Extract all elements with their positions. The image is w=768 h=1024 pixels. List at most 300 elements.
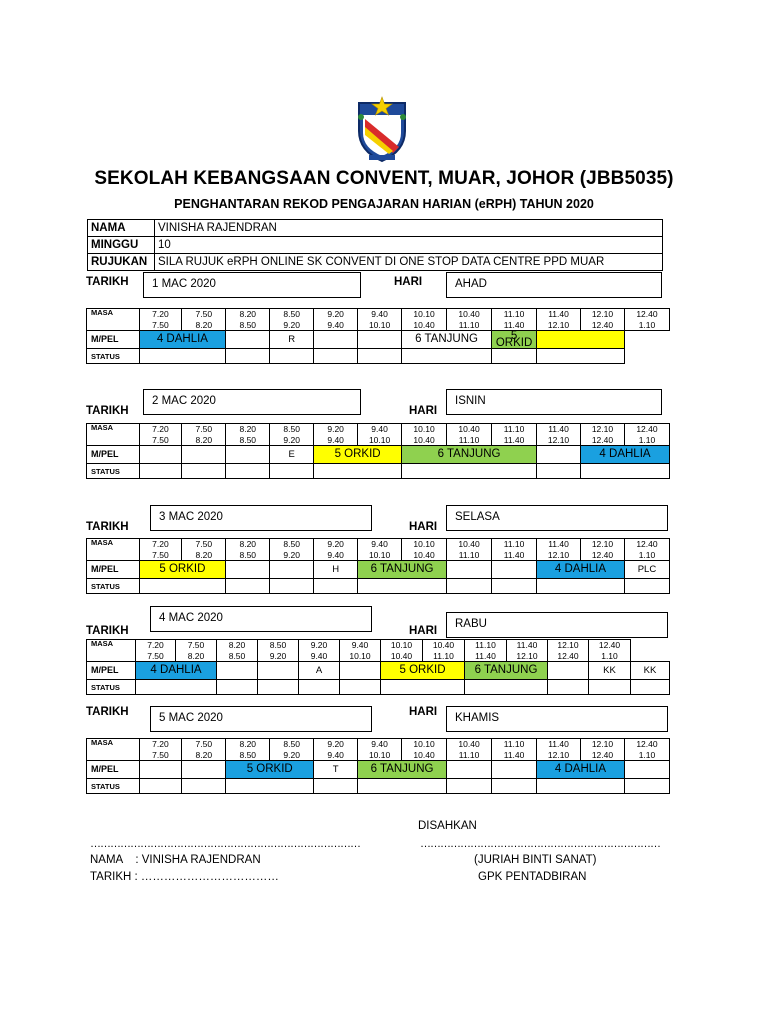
time-start: 12.10 [591,738,614,749]
status-slot [465,680,548,695]
status-slot [270,349,314,364]
time-start: 7.50 [195,308,213,319]
time-end: 11.10 [458,434,480,445]
time-slot [314,739,358,761]
status-slot [139,779,182,794]
day-name-box: ISNIN [446,389,662,415]
time-end: 12.40 [557,650,579,661]
teacher-name-line: NAMA : VINISHA RAJENDRAN [90,854,261,866]
hari-label: HARI [394,276,423,288]
time-start: 10.10 [413,308,435,319]
time-slot [381,640,423,662]
time-start: 11.40 [548,308,569,319]
time-end: 7.50 [152,319,169,330]
time-end: 7.50 [152,434,169,445]
status-slot [548,680,589,695]
time-start: 11.40 [548,423,569,434]
day-name-box: AHAD [446,272,662,298]
time-start: 8.20 [239,423,257,434]
day-name-box: RABU [446,612,668,638]
time-slot [182,424,226,446]
time-slot [314,309,358,331]
teacher-date-line: TARIKH : ……………………………… [90,871,279,883]
time-end: 9.40 [327,319,344,330]
class-slot [447,761,492,779]
time-slot [402,309,447,331]
class-slot [492,561,537,579]
class-slot: 4 DAHLIA [537,561,625,579]
mpel-label: M/PEL [87,662,136,680]
status-slot [492,579,537,594]
time-start: 7.50 [195,738,213,749]
schedule-table [86,308,670,364]
class-slot [258,662,299,680]
status-slot [270,464,314,479]
time-end: 11.10 [458,549,480,560]
time-start: 11.10 [503,538,525,549]
time-end: 8.50 [239,749,257,760]
time-slot [402,424,447,446]
masa-row [87,424,670,446]
status-slot [580,464,669,479]
class-slot: 5 ORKID [381,662,465,680]
time-slot [492,424,537,446]
time-start: 11.40 [548,538,569,549]
class-slot [358,331,402,349]
time-slot [580,539,624,561]
mpel-row [87,561,670,579]
time-slot [270,539,314,561]
time-end: 7.50 [152,549,169,560]
approver-name: (JURIAH BINTI SANAT) [474,854,597,866]
class-slot [340,662,381,680]
time-start: 8.20 [228,639,246,650]
time-slot [314,539,358,561]
hari-label: HARI [409,706,438,718]
time-slot [537,309,581,331]
time-start: 7.50 [195,538,213,549]
class-slot: KK [631,662,670,680]
time-slot [358,309,402,331]
class-slot [182,761,226,779]
time-start: 11.40 [548,738,569,749]
time-slot [492,739,537,761]
teacher-signature-line: ……………………………………………………………………… [90,838,360,850]
status-slot [447,579,492,594]
masa-label: MASA [87,739,140,761]
class-slot: 4 DAHLIA [136,662,217,680]
class-slot [624,761,669,779]
time-slot [270,739,314,761]
time-start: 10.10 [413,538,435,549]
status-row [87,680,670,695]
masa-row [87,309,670,331]
time-end: 10.40 [413,549,435,560]
date-box: 1 MAC 2020 [143,272,361,298]
time-end: 1.10 [601,650,618,661]
time-slot [447,424,492,446]
time-end: 11.40 [503,434,525,445]
time-start: 11.40 [516,639,538,650]
time-slot [226,539,270,561]
time-start: 12.40 [636,538,658,549]
time-start: 9.40 [371,738,388,749]
time-slot [176,640,217,662]
class-slot: 6 TANJUNG [402,331,492,349]
schedule-table [86,738,670,794]
time-end: 9.20 [283,319,300,330]
status-slot [537,579,625,594]
time-start: 10.40 [458,308,480,319]
class-slot: R [270,331,314,349]
class-slot [270,561,314,579]
time-end: 1.10 [638,434,656,445]
time-start: 8.20 [239,538,257,549]
status-slot [226,779,314,794]
mpel-row [87,446,670,464]
time-end: 9.40 [327,549,344,560]
schedule-table [86,538,670,594]
time-end: 8.50 [228,650,246,661]
time-slot [139,539,182,561]
time-end: 8.20 [195,434,213,445]
time-start: 9.20 [327,423,344,434]
status-slot [314,579,358,594]
class-slot: PLC [624,561,669,579]
time-end: 11.40 [503,749,525,760]
disahkan-label: DISAHKAN [418,820,477,832]
class-slot [226,331,270,349]
class-slot: 6 TANJUNG [402,446,537,464]
class-slot: 5 ORKID [226,761,314,779]
masa-label: MASA [87,539,140,561]
time-slot [447,739,492,761]
time-end: 11.40 [475,650,496,661]
time-end: 10.40 [413,319,435,330]
time-slot [314,424,358,446]
status-slot [340,680,381,695]
status-label: STATUS [87,579,140,594]
tarikh-label: TARIKH [86,625,129,637]
status-slot [358,579,447,594]
time-start: 8.50 [283,738,300,749]
time-end: 12.10 [547,319,570,330]
info-value: SILA RUJUK eRPH ONLINE SK CONVENT DI ONE STOP DATA CENTRE PPD MUAR [155,254,663,271]
time-end: 7.50 [147,650,164,661]
class-slot: 4 DAHLIA [139,331,226,349]
status-slot [624,779,669,794]
time-slot [537,424,581,446]
mpel-label: M/PEL [87,446,140,464]
time-end: 1.10 [638,749,656,760]
time-start: 8.50 [283,308,300,319]
class-slot [548,662,589,680]
time-end: 9.20 [283,749,300,760]
info-label: RUJUKAN [88,254,155,271]
status-slot [299,680,340,695]
status-slot [314,779,358,794]
class-slot: T [314,761,358,779]
time-slot [447,539,492,561]
class-slot [314,331,358,349]
time-start: 10.10 [413,738,435,749]
class-slot: H [314,561,358,579]
approver-signature-line: ……………………………………………………………… [420,838,660,850]
masa-label: MASA [87,309,140,331]
day-name-box: KHAMIS [446,706,668,732]
time-start: 12.40 [598,639,621,650]
mpel-row [87,331,670,349]
time-end: 8.50 [239,319,257,330]
time-slot [217,640,258,662]
status-slot [314,464,402,479]
time-slot [447,309,492,331]
time-end: 10.40 [413,749,435,760]
time-slot [299,640,340,662]
approver-title: GPK PENTADBIRAN [478,871,587,883]
masa-row [87,739,670,761]
time-start: 9.20 [310,639,328,650]
status-slot [624,579,669,594]
tarikh-label: TARIKH [86,276,129,288]
time-start: 7.50 [195,423,213,434]
class-slot: A [299,662,340,680]
status-slot [537,464,581,479]
time-end: 1.10 [638,319,656,330]
time-end: 8.50 [239,434,257,445]
tarikh-label: TARIKH [86,706,129,718]
time-start: 7.20 [152,308,169,319]
class-slot [217,662,258,680]
status-slot [358,349,402,364]
time-start: 12.10 [591,423,614,434]
status-slot [381,680,465,695]
class-slot: 6 TANJUNG [465,662,548,680]
hari-label: HARI [409,521,438,533]
time-end: 12.10 [516,650,538,661]
time-slot [270,424,314,446]
time-end: 8.20 [195,549,213,560]
time-start: 10.40 [458,423,480,434]
status-slot [182,779,226,794]
status-slot [270,579,314,594]
time-start: 12.10 [591,538,614,549]
class-slot: 5 ORKID [492,331,537,349]
status-slot [139,464,182,479]
time-end: 8.20 [195,319,213,330]
status-label: STATUS [87,464,140,479]
time-end: 8.20 [195,749,213,760]
time-end: 11.10 [458,749,480,760]
time-start: 11.10 [503,423,525,434]
time-end: 10.40 [413,434,435,445]
time-slot [624,309,669,331]
status-slot [402,349,492,364]
status-slot [447,779,492,794]
time-slot [537,539,581,561]
time-slot [589,640,631,662]
time-end: 1.10 [638,549,656,560]
status-row [87,464,670,479]
status-label: STATUS [87,779,140,794]
schedule-table [86,423,670,479]
date-box: 2 MAC 2020 [143,389,361,415]
info-row-nama [88,220,663,237]
time-slot [624,739,669,761]
masa-row [87,539,670,561]
mpel-row [87,761,670,779]
time-end: 12.40 [591,549,614,560]
time-end: 12.10 [547,434,570,445]
hari-label: HARI [409,405,438,417]
form-subtitle: PENGHANTARAN REKOD PENGAJARAN HARIAN (eRPH) TAHUN 2020 [174,197,594,211]
class-slot: 6 TANJUNG [358,561,447,579]
time-end: 12.10 [547,749,570,760]
time-slot [507,640,548,662]
class-slot [537,446,581,464]
time-start: 11.10 [475,639,496,650]
time-start: 10.40 [432,639,455,650]
info-label: NAMA [88,220,155,237]
time-end: 11.40 [503,319,525,330]
time-slot [226,424,270,446]
info-row-rujukan [88,254,663,271]
class-slot: 4 DAHLIA [580,446,669,464]
time-slot [226,739,270,761]
status-slot [492,349,537,364]
school-title: SEKOLAH KEBANGSAAN CONVENT, MUAR, JOHOR (JBB5035) [94,168,674,189]
time-slot [580,739,624,761]
info-value: 10 [155,237,663,254]
time-start: 9.40 [351,639,369,650]
status-slot [217,680,258,695]
time-end: 10.10 [368,549,391,560]
time-slot [402,739,447,761]
school-crest-logo [353,93,411,163]
time-start: 11.10 [503,738,525,749]
time-end: 9.40 [310,650,328,661]
class-slot [537,331,625,349]
status-label: STATUS [87,349,140,364]
time-start: 10.10 [390,639,413,650]
time-end: 10.10 [368,749,391,760]
time-end: 9.40 [327,434,344,445]
time-start: 8.20 [239,738,257,749]
time-start: 8.20 [239,308,257,319]
time-slot [136,640,176,662]
schedule-table [86,639,670,695]
time-end: 11.10 [458,319,480,330]
time-slot [182,309,226,331]
time-end: 8.20 [187,650,205,661]
time-slot [465,640,507,662]
status-slot [631,680,670,695]
time-start: 8.50 [269,639,287,650]
time-slot [624,424,669,446]
time-end: 9.20 [283,434,300,445]
time-slot [358,424,402,446]
time-slot [139,739,182,761]
status-slot [589,680,631,695]
class-slot: 6 TANJUNG [358,761,447,779]
class-slot [139,761,182,779]
time-end: 9.40 [327,749,344,760]
time-start: 12.40 [636,423,658,434]
status-slot [537,779,625,794]
time-slot [139,424,182,446]
status-row [87,779,670,794]
time-end: 12.40 [591,319,614,330]
class-slot [182,446,226,464]
class-slot: E [270,446,314,464]
time-slot [492,309,537,331]
class-slot: 5 ORKID [314,446,402,464]
time-start: 7.20 [152,423,169,434]
time-end: 12.40 [591,749,614,760]
class-slot: 5 ORKID [139,561,226,579]
date-box: 5 MAC 2020 [150,706,372,732]
status-slot [402,464,537,479]
time-end: 7.50 [152,749,169,760]
time-start: 10.40 [458,738,480,749]
time-start: 9.40 [371,538,388,549]
mpel-label: M/PEL [87,331,140,349]
time-start: 8.50 [283,538,300,549]
time-start: 10.10 [413,423,435,434]
time-start: 9.40 [371,423,388,434]
time-slot [580,309,624,331]
time-slot [139,309,182,331]
mpel-label: M/PEL [87,561,140,579]
time-end: 10.10 [368,434,391,445]
time-start: 12.40 [636,308,658,319]
time-slot [258,640,299,662]
status-slot [226,349,270,364]
class-slot [226,446,270,464]
hari-label: HARI [409,625,438,637]
status-row [87,579,670,594]
time-slot [358,539,402,561]
time-slot [182,739,226,761]
time-end: 10.10 [368,319,391,330]
time-slot [270,309,314,331]
time-end: 9.20 [269,650,287,661]
status-slot [139,579,226,594]
time-start: 12.10 [591,308,614,319]
info-label: MINGGU [88,237,155,254]
time-slot [182,539,226,561]
status-slot [136,680,217,695]
status-slot [492,779,537,794]
mpel-label: M/PEL [87,761,140,779]
time-end: 12.10 [547,549,570,560]
teacher-info-table [87,219,663,271]
class-slot [447,561,492,579]
time-start: 12.40 [636,738,658,749]
status-slot [358,779,447,794]
status-slot [258,680,299,695]
time-start: 9.40 [371,308,388,319]
masa-label: MASA [87,424,140,446]
status-row [87,349,670,364]
time-slot [423,640,465,662]
status-slot [314,349,358,364]
time-slot [624,539,669,561]
time-end: 11.40 [503,549,525,560]
time-start: 11.10 [503,308,525,319]
time-slot [492,539,537,561]
status-slot [226,464,270,479]
